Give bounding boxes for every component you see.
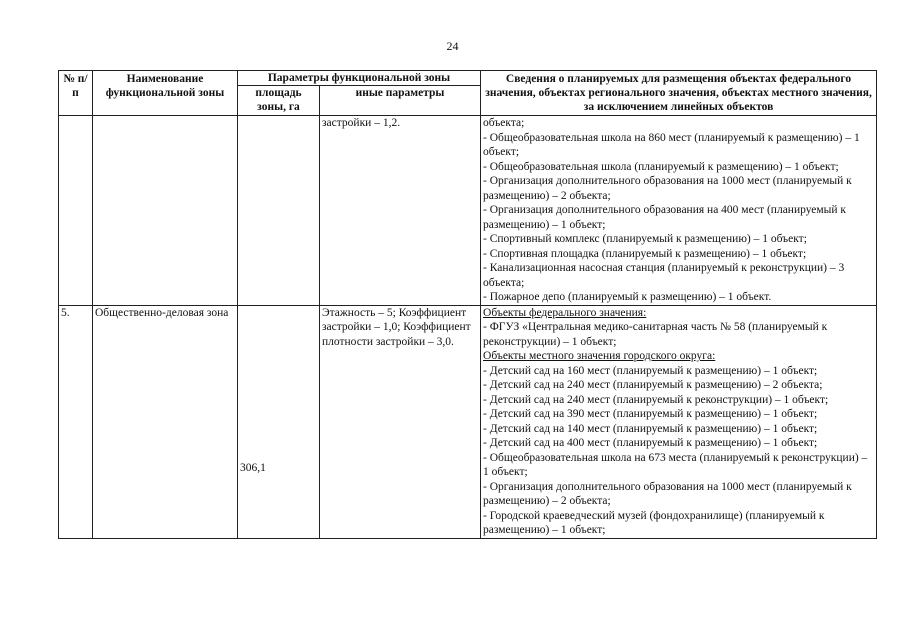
header-zone-parameters: Параметры функциональной зоны bbox=[238, 71, 481, 86]
zone-area bbox=[238, 305, 320, 538]
planned-objects bbox=[481, 116, 877, 306]
object-line: - Детский сад на 400 мест (планируемый к размещению) – 1 объект; bbox=[483, 437, 818, 449]
object-line: - Спортивная площадка (планируемый к размещению) – 1 объект; bbox=[483, 247, 807, 260]
functional-zones-table bbox=[58, 70, 877, 539]
header-other-parameters: иные параметры bbox=[320, 86, 481, 116]
object-line: - Детский сад на 240 мест (планируемый к размещению) – 2 объекта; bbox=[483, 379, 823, 391]
page-number: 24 bbox=[446, 39, 459, 53]
row-number bbox=[59, 116, 93, 306]
object-line: - Канализационная насосная станция (планируемый к реконструкции) – 3 объекта; bbox=[483, 262, 845, 289]
table-row bbox=[59, 116, 877, 306]
object-line: - Детский сад на 140 мест (планируемый к размещению) – 1 объект; bbox=[483, 422, 818, 435]
federal-objects-heading: Объекты федерального значения: bbox=[483, 306, 647, 319]
object-line: - Пожарное депо (планируемый к размещению) – 1 объект. bbox=[483, 291, 772, 303]
zone-area bbox=[238, 116, 320, 306]
object-line: - Общеобразовательная школа на 673 места (планируемый к реконструкции) – 1 объект; bbox=[483, 451, 868, 478]
row-number: 5. bbox=[59, 305, 93, 538]
object-line: - Детский сад на 240 мест (планируемый к реконструкции) – 1 объект; bbox=[483, 393, 829, 406]
header-zone-name: Наименование функциональной зоны bbox=[93, 71, 238, 116]
header-number: № п/п bbox=[59, 71, 93, 116]
local-objects-heading: Объекты местного значения городского округа: bbox=[483, 350, 716, 362]
header-zone-area: площадь зоны, га bbox=[238, 86, 320, 116]
object-line: - ФГУЗ «Центральная медико-санитарная часть № 58 (планируемый к реконструкции) – 1 объект; bbox=[483, 321, 828, 348]
object-line: - Детский сад на 160 мест (планируемый к размещению) – 1 объект; bbox=[483, 364, 818, 377]
object-line: - Детский сад на 390 мест (планируемый к размещению) – 1 объект; bbox=[483, 408, 818, 420]
object-line: - Общеобразовательная школа (планируемый к размещению) – 1 объект; bbox=[483, 160, 839, 173]
header-planned-objects: Сведения о планируемых для размещения объектах федерального значения, объектах регионального значения, объектах местного значения, за исключением линейных объектов bbox=[481, 71, 877, 116]
zone-name bbox=[93, 116, 238, 306]
object-line: - Городской краеведческий музей (фондохранилище) (планируемый к размещению) – 1 объект; bbox=[483, 509, 825, 536]
table-header bbox=[59, 71, 877, 116]
zone-area-value: 306,1 bbox=[240, 462, 266, 475]
other-parameters: Этажность – 5; Коэффициент застройки – 1,0; Коэффициент плотности застройки – 3,0. bbox=[320, 305, 481, 538]
object-line: - Организация дополнительного образования на 1000 мест (планируемый к размещению) – 2 объекта; bbox=[483, 175, 852, 202]
planned-objects bbox=[481, 305, 877, 538]
other-parameters: застройки – 1,2. bbox=[320, 116, 481, 306]
object-line: - Общеобразовательная школа на 860 мест (планируемый к размещению) – 1 объект; bbox=[483, 131, 860, 158]
object-line: - Организация дополнительного образования на 1000 мест (планируемый к размещению) – 2 объекта; bbox=[483, 480, 852, 507]
zone-name: Общественно-деловая зона bbox=[93, 305, 238, 538]
object-line: - Спортивный комплекс (планируемый к размещению) – 1 объект; bbox=[483, 233, 807, 245]
object-line: - Организация дополнительного образования на 400 мест (планируемый к размещению) – 1 объект; bbox=[483, 204, 847, 231]
object-line: объекта; bbox=[483, 117, 525, 129]
table-row bbox=[59, 305, 877, 538]
